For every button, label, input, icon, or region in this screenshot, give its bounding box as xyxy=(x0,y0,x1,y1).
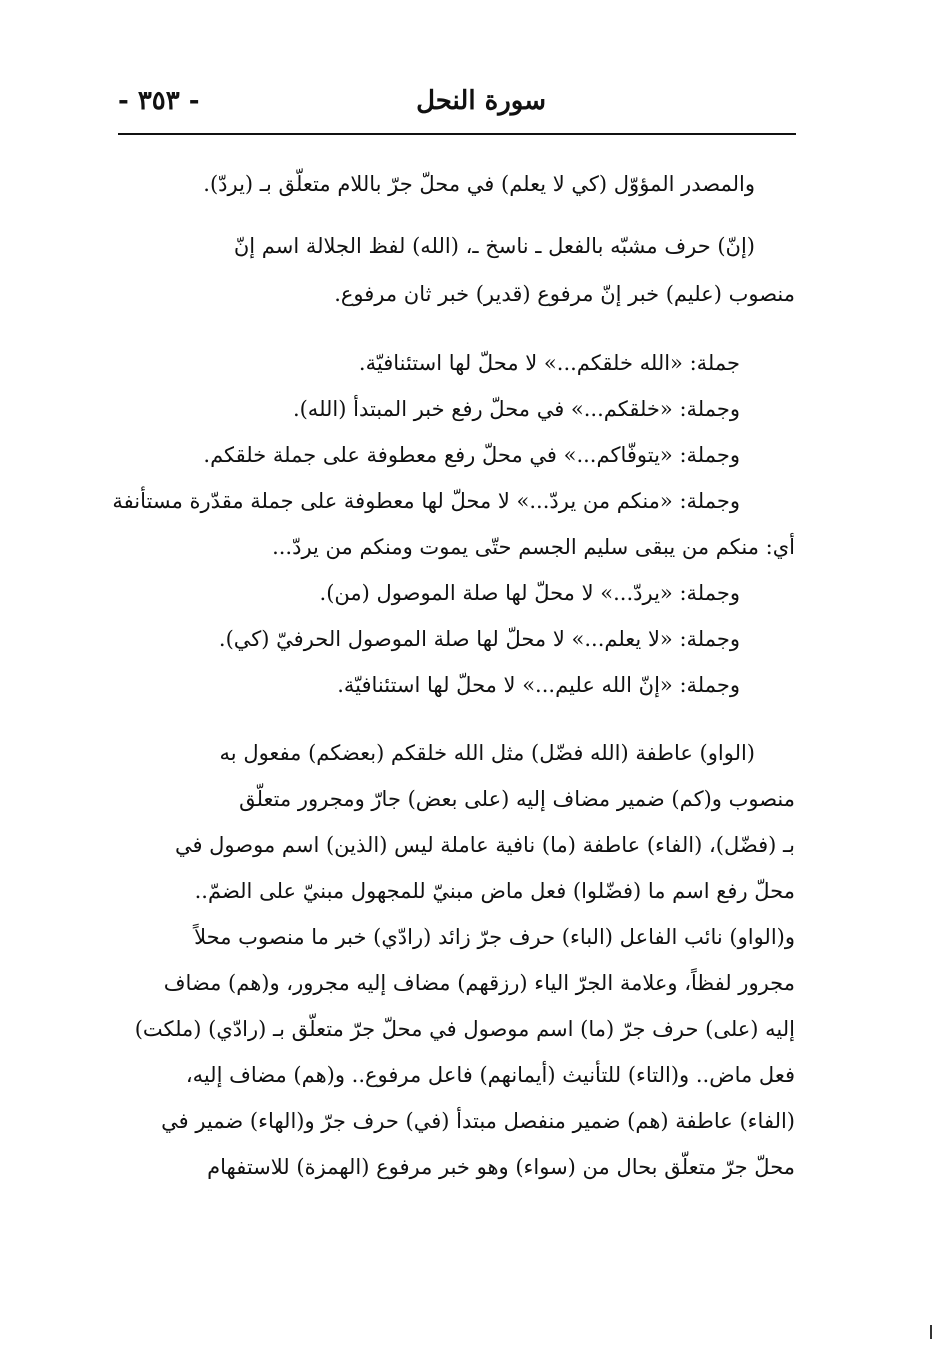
text-line: فعل ماض.. و(التاء) للتأنيث (أيمانهم) فاعل مرفوع.. و(هم) مضاف إليه، xyxy=(185,1063,795,1087)
paragraph-masdar: والمصدر المؤوّل (كي لا يعلم) في محلّ جرّ باللام متعلّق بـ (يردّ). xyxy=(203,172,755,196)
text-line: (الواو) عاطفة (الله فضّل) مثل الله خلقكم (بعضكم) مفعول به xyxy=(219,741,755,765)
paragraph-irab xyxy=(105,730,795,1190)
jumla-line: وجملة: «لا يعلم...» لا محلّ لها صلة الموصول الحرفيّ (كي). xyxy=(218,627,740,651)
page-content xyxy=(105,160,795,1190)
paragraph-inna xyxy=(105,222,795,318)
jumla-line: وجملة: «إنّ الله عليم...» لا محلّ لها استئنافيّة. xyxy=(337,673,740,697)
text-line: محلّ رفع اسم ما (فضّلوا) فعل ماض مبنيّ للمجهول مبنيّ على الضمّ.. xyxy=(194,879,795,903)
jumla-line: وجملة: «يتوفّاكم...» في محلّ رفع معطوفة على جملة خلقكم. xyxy=(203,443,740,467)
text-line: و(الواو) نائب الفاعل (الباء) حرف جرّ زائد (رادّي) خبر ما منصوب محلاً xyxy=(194,925,795,949)
text-line: منصوب (عليم) خبر إنّ مرفوع (قدير) خبر ثان مرفوع. xyxy=(334,282,795,306)
jumla-line: وجملة: «منكم من يردّ...» لا محلّ لها معطوفة على جملة مقدّرة مستأنفة xyxy=(112,489,740,513)
text-line: محلّ جرّ متعلّق بحال من (سواء) وهو خبر مرفوع (الهمزة) للاستفهام xyxy=(207,1155,795,1179)
jumal-list xyxy=(105,340,795,708)
text-line: إليه (على) حرف جرّ (ما) اسم موصول في محلّ جرّ متعلّق بـ (رادّي) (ملكت) xyxy=(134,1017,795,1041)
scan-mark xyxy=(930,1325,932,1339)
header-divider xyxy=(118,133,796,135)
jumla-line: وجملة: «يردّ...» لا محلّ لها صلة الموصول (من). xyxy=(319,581,740,605)
text-line: (الفاء) عاطفة (هم) ضمير منفصل مبتدأ (في) حرف جرّ و(الهاء) ضمير في xyxy=(161,1109,795,1133)
text-line: (إنّ) حرف مشبّه بالفعل ـ ناسخ ـ، (الله) لفظ الجلالة اسم إنّ xyxy=(233,234,755,258)
text-line: منصوب و(كم) ضمير مضاف إليه (على بعض) جارّ ومجرور متعلّق xyxy=(239,787,795,811)
text-line: بـ (فضّل)، (الفاء) عاطفة (ما) نافية عاملة ليس (الذين) اسم موصول في xyxy=(174,833,795,857)
jumla-line: أي: منكم من يبقى سليم الجسم حتّى يموت ومنكم من يردّ... xyxy=(272,535,795,559)
jumla-line: وجملة: «خلقكم...» في محلّ رفع خبر المبتدأ (الله). xyxy=(292,397,740,421)
jumla-line: جملة: «الله خلقكم...» لا محلّ لها استئنافيّة. xyxy=(358,351,740,375)
page-number: - ٣٥٣ - xyxy=(118,86,200,116)
surah-title: سورة النحل xyxy=(416,86,546,116)
page-header xyxy=(118,86,796,136)
text-line: مجرور لفظاً، وعلامة الجرّ الياء (رزقهم) مضاف إليه مجرور، و(هم) مضاف xyxy=(163,971,795,995)
